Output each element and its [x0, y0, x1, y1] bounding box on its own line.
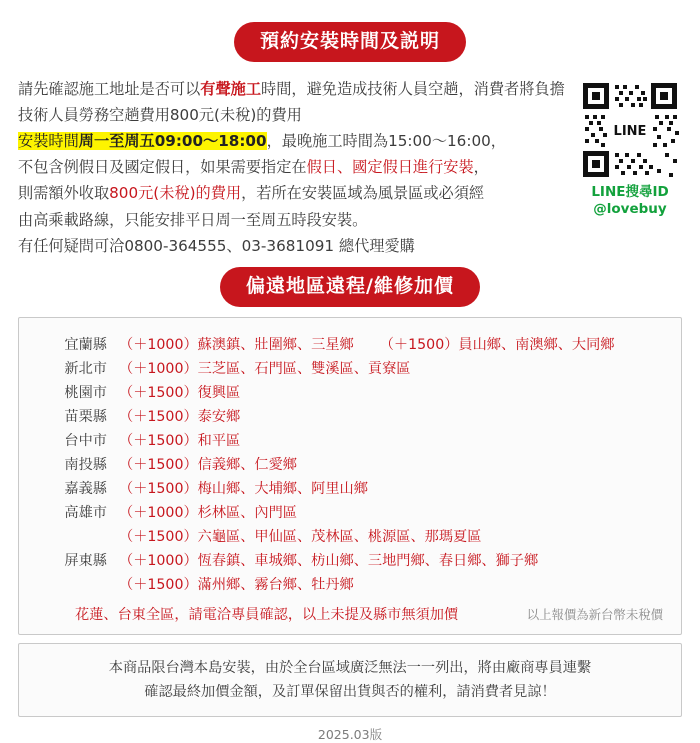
- table-note: [33, 604, 667, 624]
- table-row-body: [119, 430, 667, 453]
- table-row-body: [119, 478, 667, 501]
- notice-line-1-highlight: 有聲施工: [200, 79, 261, 98]
- table-note-right: 以上報價為新台幣未稅價: [526, 606, 663, 622]
- table-row-label: 南投縣: [64, 456, 107, 473]
- notice-install-time-value: 周一至周五09:00～18:00: [78, 132, 267, 151]
- notice-line-4b: ，: [473, 158, 489, 177]
- qr-block: [578, 78, 682, 218]
- banner-title-1: 預約安裝時間及説明: [234, 22, 466, 62]
- notice-line-4a: 不包含例假日及國定假日，如果需要指定在: [18, 158, 307, 177]
- table-row-segment: （＋1500）六龜區、甲仙區、茂林區、桃源區、那瑪夏區: [119, 528, 482, 545]
- notice-line-1b: 時間，避免造成技術人員空趟，消費者將負擔: [261, 79, 565, 98]
- table-row-segment: （＋1500）梅山鄉、大埔鄉、阿里山鄉: [119, 480, 368, 497]
- table-row: [33, 382, 667, 405]
- table-row-segment: （＋1000）杉林區、內門區: [119, 504, 297, 521]
- notice-line-4-highlight: 假日、國定假日進行安裝: [306, 158, 474, 177]
- table-row: [33, 358, 667, 381]
- qr-label-line2: @lovebuy: [593, 200, 667, 217]
- table-row-body: [119, 334, 667, 357]
- notice-line-5b: ，若所在安裝區域為風景區或必須經: [241, 184, 485, 203]
- notice-line-6: 由高乘載路線，只能安排平日周一至周五時段安裝。: [18, 210, 368, 229]
- document-page: [0, 22, 700, 743]
- notice-install-time-label: 安裝時間: [18, 132, 79, 151]
- footer-note: [18, 643, 682, 717]
- notice-line-5-highlight: 800元(未稅)的費用: [109, 184, 242, 203]
- table-row-segment: （＋1000）三芝區、石門區、雙溪區、貢寮區: [119, 360, 411, 377]
- table-row: [33, 478, 667, 501]
- table-row-body: [119, 502, 667, 525]
- table-row-body: [119, 550, 667, 573]
- footer-line-1: 本商品限台灣本島安裝，由於全台區域廣泛無法一一列出，將由廠商專員連繫: [108, 659, 592, 676]
- table-row-label: 宜蘭縣: [64, 336, 107, 353]
- table-row-segment: （＋1500）滿州鄉、霧台鄉、牡丹鄉: [119, 576, 354, 593]
- notice-line-3-rest: ，最晚施工時間為15:00～16:00，: [266, 132, 506, 151]
- notice-line-7: 有任何疑問可洽0800-364555、03-3681091 總代理愛購: [18, 236, 415, 255]
- table-row-body: [119, 382, 667, 405]
- table-row-label: 嘉義縣: [64, 480, 107, 497]
- table-note-left: 花蓮、台東全區，請電洽專員確認，以上未提及縣市無須加價: [75, 606, 459, 623]
- banner-title-2-wrap: [18, 267, 682, 307]
- table-rows: [33, 334, 667, 597]
- table-row-segment: （＋1000）恆春鎮、車城鄉、枋山鄉、三地門鄉、春日鄉、獅子鄉: [119, 552, 539, 569]
- table-row-body: [119, 406, 667, 429]
- table-row-segment: （＋1000）蘇澳鎮、壯圍鄉、三星鄉: [119, 336, 354, 353]
- qr-code-icon: [578, 78, 682, 182]
- table-row: [33, 334, 667, 357]
- table-row-segment: （＋1500）泰安鄉: [119, 408, 241, 425]
- notice-block: [18, 76, 682, 259]
- table-row-label: 台中市: [64, 432, 107, 449]
- table-row: [33, 550, 667, 573]
- qr-inner-text: LINE: [613, 123, 647, 139]
- banner-title-1-wrap: [18, 22, 682, 62]
- table-row-body: [119, 574, 667, 597]
- table-row: [33, 526, 667, 549]
- table-row-segment: （＋1500）員山鄉、南澳鄉、大同鄉: [379, 336, 615, 353]
- table-row-label: 屏東縣: [64, 552, 107, 569]
- table-row-label: 新北市: [64, 360, 107, 377]
- table-row-segment: （＋1500）復興區: [119, 384, 241, 401]
- notice-line-2: 技術人員勞務空趟費用800元(未稅)的費用: [18, 106, 302, 125]
- table-row-body: [119, 454, 667, 477]
- banner-title-2: 偏遠地區遠程/維修加價: [220, 267, 480, 307]
- table-row-label: 桃園市: [64, 384, 107, 401]
- qr-label: [578, 184, 682, 218]
- table-row-segment: （＋1500）信義鄉、仁愛鄉: [119, 456, 297, 473]
- qr-label-line1: LINE搜尋ID: [591, 183, 669, 200]
- table-row: [33, 502, 667, 525]
- footer-line-2: 確認最終加價金額，及訂單保留出貨與否的權利，請消費者見諒！: [144, 683, 556, 700]
- notice-line-5a: 則需額外收取: [18, 184, 110, 203]
- table-row-body: [119, 526, 667, 549]
- table-row-segment: （＋1500）和平區: [119, 432, 241, 449]
- table-row: [33, 430, 667, 453]
- table-row: [33, 406, 667, 429]
- table-row: [33, 574, 667, 597]
- version-label: 2025.03版: [317, 727, 383, 743]
- notice-line-1a: 請先確認施工地址是否可以: [18, 79, 201, 98]
- table-row-body: [119, 358, 667, 381]
- remote-area-table: [18, 317, 682, 635]
- table-row-label: 高雄市: [64, 504, 107, 521]
- table-row: [33, 454, 667, 477]
- table-row-label: 苗栗縣: [64, 408, 107, 425]
